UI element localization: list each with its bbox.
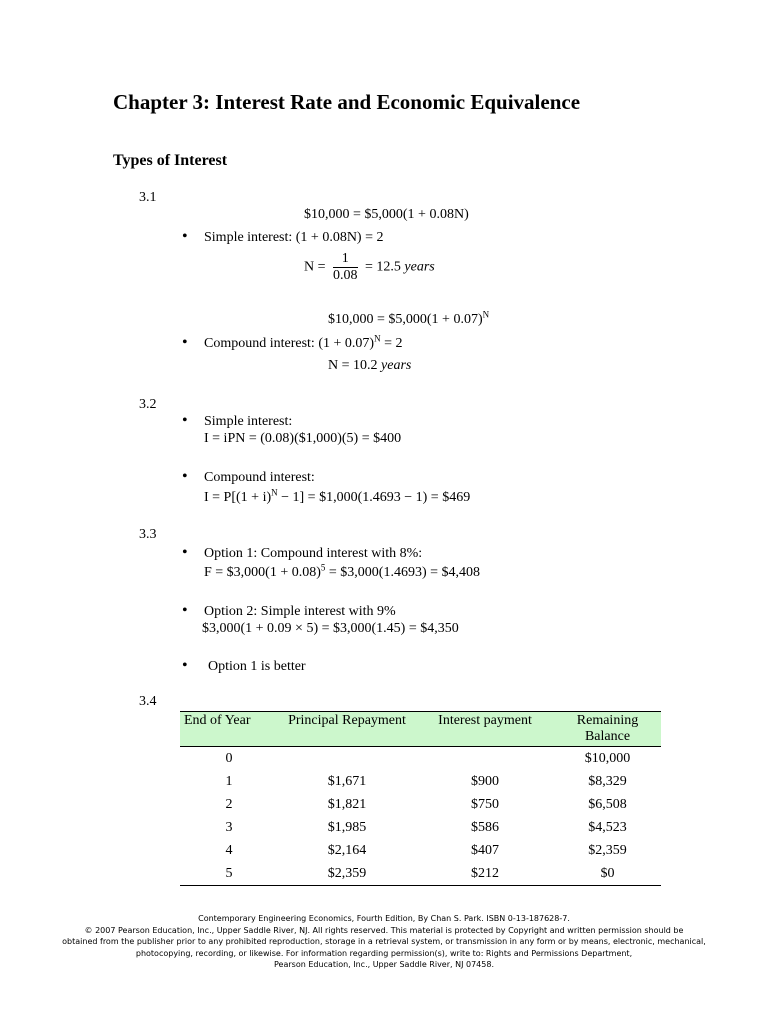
cell-interest: $407 xyxy=(471,842,499,858)
bullet-dot-icon: • xyxy=(182,468,188,485)
footer-line: Pearson Education, Inc., Upper Saddle River, NJ 07458. xyxy=(274,960,494,969)
equation-3-1-a: $10,000 = $5,000(1 + 0.08N) xyxy=(304,207,469,222)
eq2-text: $10,000 = $5,000(1 + 0.07) xyxy=(328,312,483,327)
footer-line: Contemporary Engineering Economics, Fourth Edition, By Chan S. Park. ISBN 0-13-187628-7. xyxy=(198,914,570,923)
cell-balance: $0 xyxy=(554,862,661,886)
header-remaining-balance: Remaining Balance xyxy=(554,712,661,747)
cell-balance: $10,000 xyxy=(584,750,631,766)
bullet-simple-3-1 xyxy=(182,228,384,246)
n-lhs: N = xyxy=(304,259,326,275)
option-2-label: Option 2: Simple interest with 9% xyxy=(204,604,396,619)
bullet-dot-icon: • xyxy=(182,228,188,245)
problem-number-3-2: 3.2 xyxy=(139,397,157,412)
bullet-dot-icon: • xyxy=(182,602,188,619)
equation-compound: (1 + 0.07) xyxy=(318,336,375,351)
bullet-dot-icon: • xyxy=(182,334,188,351)
cell-principal: $1,985 xyxy=(327,819,367,835)
table-row xyxy=(180,816,661,839)
problem-number-3-1: 3.1 xyxy=(139,190,157,205)
problem-number-3-3: 3.3 xyxy=(139,527,157,542)
cell-year: 1 xyxy=(225,773,233,789)
label-simple: Simple interest: xyxy=(204,230,293,245)
footer-line: photocopying, recording, or likewise. For information regarding permission(s), write to: Rights and Permissions Department, xyxy=(135,948,633,958)
cell-interest: $586 xyxy=(471,819,499,835)
equation-compound-rhs: = 2 xyxy=(384,336,403,351)
copyright-footer xyxy=(0,913,768,971)
problem-number-3-4: 3.4 xyxy=(139,694,157,709)
equation-3-1-n2 xyxy=(328,358,411,374)
table-row xyxy=(180,793,661,816)
equation-option-1 xyxy=(204,562,481,581)
bullet-dot-icon: • xyxy=(182,412,188,429)
n-rhs: = 12.5 xyxy=(365,259,401,275)
bullet-option-1 xyxy=(182,544,423,562)
table-row xyxy=(180,862,661,886)
option-1-label: Option 1: Compound interest with 8%: xyxy=(204,546,423,561)
equation-simple: (1 + 0.08N) = 2 xyxy=(295,230,384,245)
cell-principal: $1,821 xyxy=(327,796,367,812)
compound-eq-b: − 1] = $1,000(1.4693 − 1) = $469 xyxy=(277,490,471,505)
header-principal-repayment: Principal Repayment xyxy=(278,712,416,747)
cell-principal: $2,164 xyxy=(327,842,367,858)
cell-balance: $2,359 xyxy=(588,842,627,858)
opt1-eq-b: = $3,000(1.4693) = $4,408 xyxy=(325,565,481,580)
cell-year: 3 xyxy=(225,819,233,835)
opt1-exponent: 5 xyxy=(320,562,326,573)
section-heading: Types of Interest xyxy=(113,152,228,169)
equation-3-2-simple: I = iPN = (0.08)($1,000)(5) = $400 xyxy=(204,431,402,446)
cell-year: 4 xyxy=(225,842,233,858)
cell-interest xyxy=(416,747,554,771)
bullet-compound-3-2 xyxy=(182,468,315,486)
bullet-conclusion xyxy=(182,657,306,675)
cell-principal: $2,359 xyxy=(278,862,416,886)
cell-interest: $212 xyxy=(416,862,554,886)
bullet-simple-3-2 xyxy=(182,412,293,430)
header-end-of-year: End of Year xyxy=(180,712,278,747)
equation-3-1-b xyxy=(328,309,490,328)
equation-3-1-n xyxy=(304,251,435,284)
header-interest-payment: Interest payment xyxy=(416,712,554,747)
cell-interest: $900 xyxy=(471,773,499,789)
amortization-table xyxy=(180,711,661,886)
compound-exponent: N xyxy=(271,487,278,498)
fraction-denominator: 0.08 xyxy=(333,268,358,283)
bullet-dot-icon: • xyxy=(182,657,188,674)
cell-principal xyxy=(278,747,416,771)
footer-line: obtained from the publisher prior to any prohibited reproduction, storage in a retrieval system, or transmission in any form or by means, electronic, mechanical, xyxy=(62,937,706,946)
equation-option-2: $3,000(1 + 0.09 × 5) = $3,000(1.45) = $4,350 xyxy=(202,621,459,636)
eq2-exponent: N xyxy=(482,309,490,320)
cell-balance: $6,508 xyxy=(588,796,627,812)
label-simple: Simple interest: xyxy=(204,414,293,429)
cell-interest: $750 xyxy=(471,796,499,812)
cell-year: 0 xyxy=(225,750,233,766)
unit-years: years xyxy=(404,259,435,275)
compound-eq-a: I = P[(1 + i) xyxy=(204,490,272,505)
cell-balance: $4,523 xyxy=(588,819,627,835)
cell-year: 5 xyxy=(180,862,278,886)
opt1-eq-a: F = $3,000(1 + 0.08) xyxy=(204,565,321,580)
table-header-row xyxy=(180,712,661,747)
compound-exponent: N xyxy=(374,333,381,344)
cell-principal: $1,671 xyxy=(327,773,367,789)
n2-text: N = 10.2 xyxy=(328,358,378,373)
conclusion-text: Option 1 is better xyxy=(208,659,306,674)
fraction-numerator: 1 xyxy=(333,251,358,268)
bullet-compound-3-1 xyxy=(182,333,403,352)
table-row xyxy=(180,839,661,862)
footer-line: © 2007 Pearson Education, Inc., Upper Saddle River, NJ. All rights reserved. This material is protected by Copyright and written permission should be xyxy=(84,925,684,935)
page-title: Chapter 3: Interest Rate and Economic Equivalence xyxy=(113,90,581,114)
unit-years: years xyxy=(381,358,412,373)
table-row xyxy=(180,747,661,771)
fraction xyxy=(333,251,358,284)
label-compound: Compound interest: xyxy=(204,336,315,351)
bullet-option-2 xyxy=(182,602,396,620)
label-compound: Compound interest: xyxy=(204,470,315,485)
bullet-dot-icon: • xyxy=(182,544,188,561)
cell-year: 2 xyxy=(225,796,233,812)
equation-3-2-compound xyxy=(204,487,471,506)
cell-balance: $8,329 xyxy=(588,773,627,789)
table-row xyxy=(180,770,661,793)
